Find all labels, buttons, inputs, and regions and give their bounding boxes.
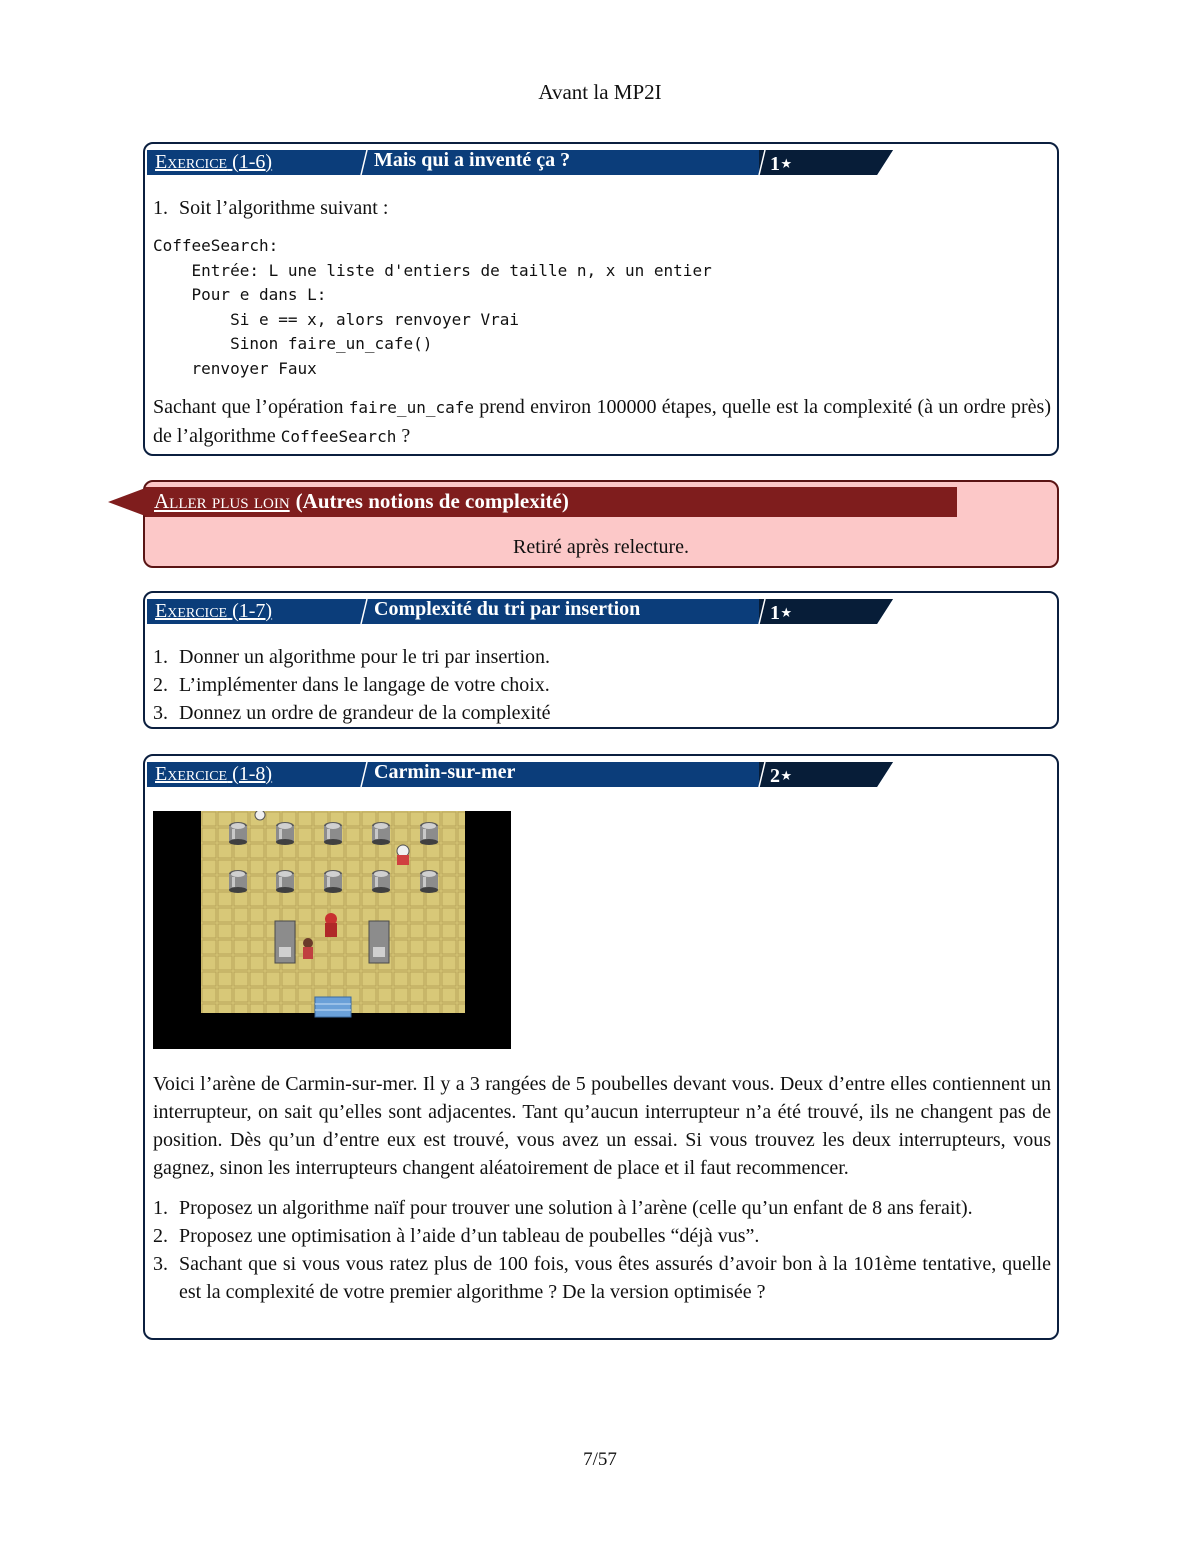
arrow-icon <box>108 487 148 517</box>
exercise-label: Exercice (1-6) <box>155 151 273 173</box>
page-number: 7/57 <box>583 1449 617 1470</box>
question-list <box>153 194 1051 222</box>
list-item: 3. Donnez un ordre de grandeur de la complexité <box>153 702 551 724</box>
exercise-title: Carmin-sur-mer <box>374 761 516 783</box>
exercise-header-bar <box>147 150 893 175</box>
aller-header-bar <box>145 487 957 517</box>
exercise-title: Mais qui a inventé ça ? <box>374 149 571 171</box>
exercise-title: Complexité du tri par insertion <box>374 598 641 620</box>
aller-plus-loin-box <box>143 480 1059 568</box>
difficulty-badge: 2⋆ <box>770 765 793 787</box>
difficulty-badge: 1⋆ <box>770 602 793 624</box>
list-item: 2. Proposez une optimisation à l’aide d’un tableau de poubelles “déjà vus”. <box>153 1225 760 1247</box>
exercise-header-bar <box>147 762 893 787</box>
exercise-1-8 <box>143 754 1059 1340</box>
exercise-label: Exercice (1-8) <box>155 763 273 785</box>
aller-label: Aller plus loin (Autres notions de complexité) <box>154 489 569 513</box>
question-list <box>153 1194 1051 1306</box>
exercise-1-7 <box>143 591 1059 729</box>
difficulty-badge: 1⋆ <box>770 153 793 175</box>
list-item: 3. Sachant que si vous vous ratez plus de 100 fois, vous êtes assurés d’avoir bon à la 101ème tentative, quelle est la complexité de votre premier algorithme ? De la version optimisée ? <box>153 1253 1051 1303</box>
exercise-header-bar <box>147 599 893 624</box>
list-item: 2. L’implémenter dans le langage de votre choix. <box>153 674 550 696</box>
gym-screenshot-image <box>153 811 511 1049</box>
gym-map <box>153 811 511 1049</box>
list-item: 1. Proposez un algorithme naïf pour trouver une solution à l’arène (celle qu’un enfant de 8 ans ferait). <box>153 1197 973 1219</box>
question-list <box>153 643 1051 727</box>
code-block: CoffeeSearch: Entrée: L une liste d'entiers de taille n, x un entier Pour e dans L: Si e == x, alors renvoyer Vrai Sinon faire_un_cafe() renvoyer Faux <box>153 236 712 378</box>
list-item: 1. Donner un algorithme pour le tri par insertion. <box>153 646 551 668</box>
exercise-1-6 <box>143 142 1059 456</box>
exercise-paragraph: Voici l’arène de Carmin-sur-mer. Il y a 3 rangées de 5 poubelles devant vous. Deux d’entre elles contiennent un interrupteur, on sait qu’elles sont adjacentes. Tant qu’aucun interrupteur n’a été trouvé, ils ne changent pas de position. Dès qu’un d’entre eux est trouvé, vous avez un essai. Si vous trouvez les deux interrupteurs, vous gagnez, sinon les interrupteurs changent aléatoirement de place et il faut recommencer. <box>153 1073 1051 1179</box>
aller-text: Retiré après relecture. <box>512 536 689 558</box>
list-item: 1. Soit l’algorithme suivant : <box>153 197 389 219</box>
page-header: Avant la MP2I <box>538 80 662 104</box>
question-text: Sachant que l’opération faire_un_cafe prend environ 100000 étapes, quelle est la complexité (à un ordre près) de l’algorithme CoffeeSearch ? <box>153 396 1051 447</box>
exercise-label: Exercice (1-7) <box>155 600 273 622</box>
